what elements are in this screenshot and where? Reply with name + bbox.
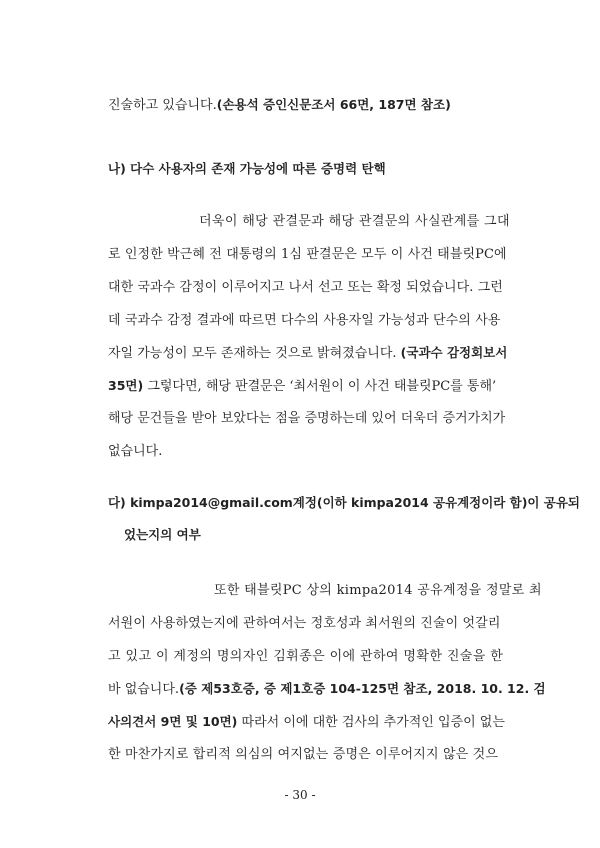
paragraph-line: [108, 344, 507, 363]
paragraph-line: 데 국과수 감정 결과에 따르면 다수의 사용자일 가능성과 단수의 사용: [108, 313, 501, 328]
body-text: 따라서 이에 대한 검사의 추가적인 입증이 없는: [237, 715, 505, 730]
page-number: - 30 -: [284, 788, 316, 802]
paragraph-line: [108, 377, 496, 396]
paragraph-line: 서원이 사용하였는지에 관하여서는 정호성과 최서원의 진술이 엇갈리: [108, 616, 501, 631]
paragraph-line: 대한 국과수 감정이 이루어지고 나서 선고 또는 확정 되었습니다. 그런: [108, 280, 503, 295]
citation-bold: 35면): [108, 378, 144, 393]
body-text: 자일 가능성이 모두 존재하는 것으로 밝혀졌습니다.: [108, 346, 401, 361]
citation-bold: (국과수 감정회보서: [400, 345, 508, 360]
paragraph-line: 더욱이 해당 관결문과 해당 관결문의 사실관계를 그대: [199, 214, 510, 229]
paragraph-line: [108, 680, 546, 699]
paragraph-line: [108, 713, 505, 732]
paragraph-line: 고 있고 이 계정의 명의자인 김휘종은 이에 관하여 명확한 진술을 한: [108, 649, 504, 664]
section-heading-na: 나) 다수 사용자의 존재 가능성에 따른 증명력 탄핵: [108, 161, 386, 176]
paragraph-line: 한 마찬가지로 합리적 의심의 여지없는 증명은 이루어지지 않은 것으: [108, 747, 499, 762]
paragraph-line: 또한 태블릿PC 상의 kimpa2014 공유계정을 정말로 최: [214, 583, 542, 598]
paragraph-line: 로 인정한 박근혜 전 대통령의 1심 판결문은 모두 이 사건 태블릿PC에: [108, 247, 507, 262]
citation-bold: (증 제53호증, 증 제1호증 104-125면 참조, 2018. 10. 12. 검: [179, 681, 546, 696]
paragraph-line: 해당 문건들을 받아 보았다는 점을 증명하는데 있어 더욱더 증거가치가: [108, 411, 506, 426]
section-heading-da: 다) kimpa2014@gmail.com계정(이하 kimpa2014 공유계정이라 함)이 공유되: [108, 495, 580, 510]
body-text: 그렇다면, 해당 판결문은 ‘최서원이 이 사건 태블릿PC를 통해’: [143, 379, 497, 394]
body-text: 진술하고 있습니다.: [108, 98, 217, 113]
paragraph-line: 없습니다.: [108, 444, 163, 459]
citation-bold: (손용석 증인신문조서 66면, 187면 참조): [216, 97, 451, 112]
paragraph-line: [108, 96, 451, 115]
citation-bold: 사의견서 9면 및 10면): [108, 714, 238, 729]
body-text: 바 없습니다.: [108, 682, 180, 697]
section-heading-da-cont: 었는지의 여부: [124, 527, 201, 542]
